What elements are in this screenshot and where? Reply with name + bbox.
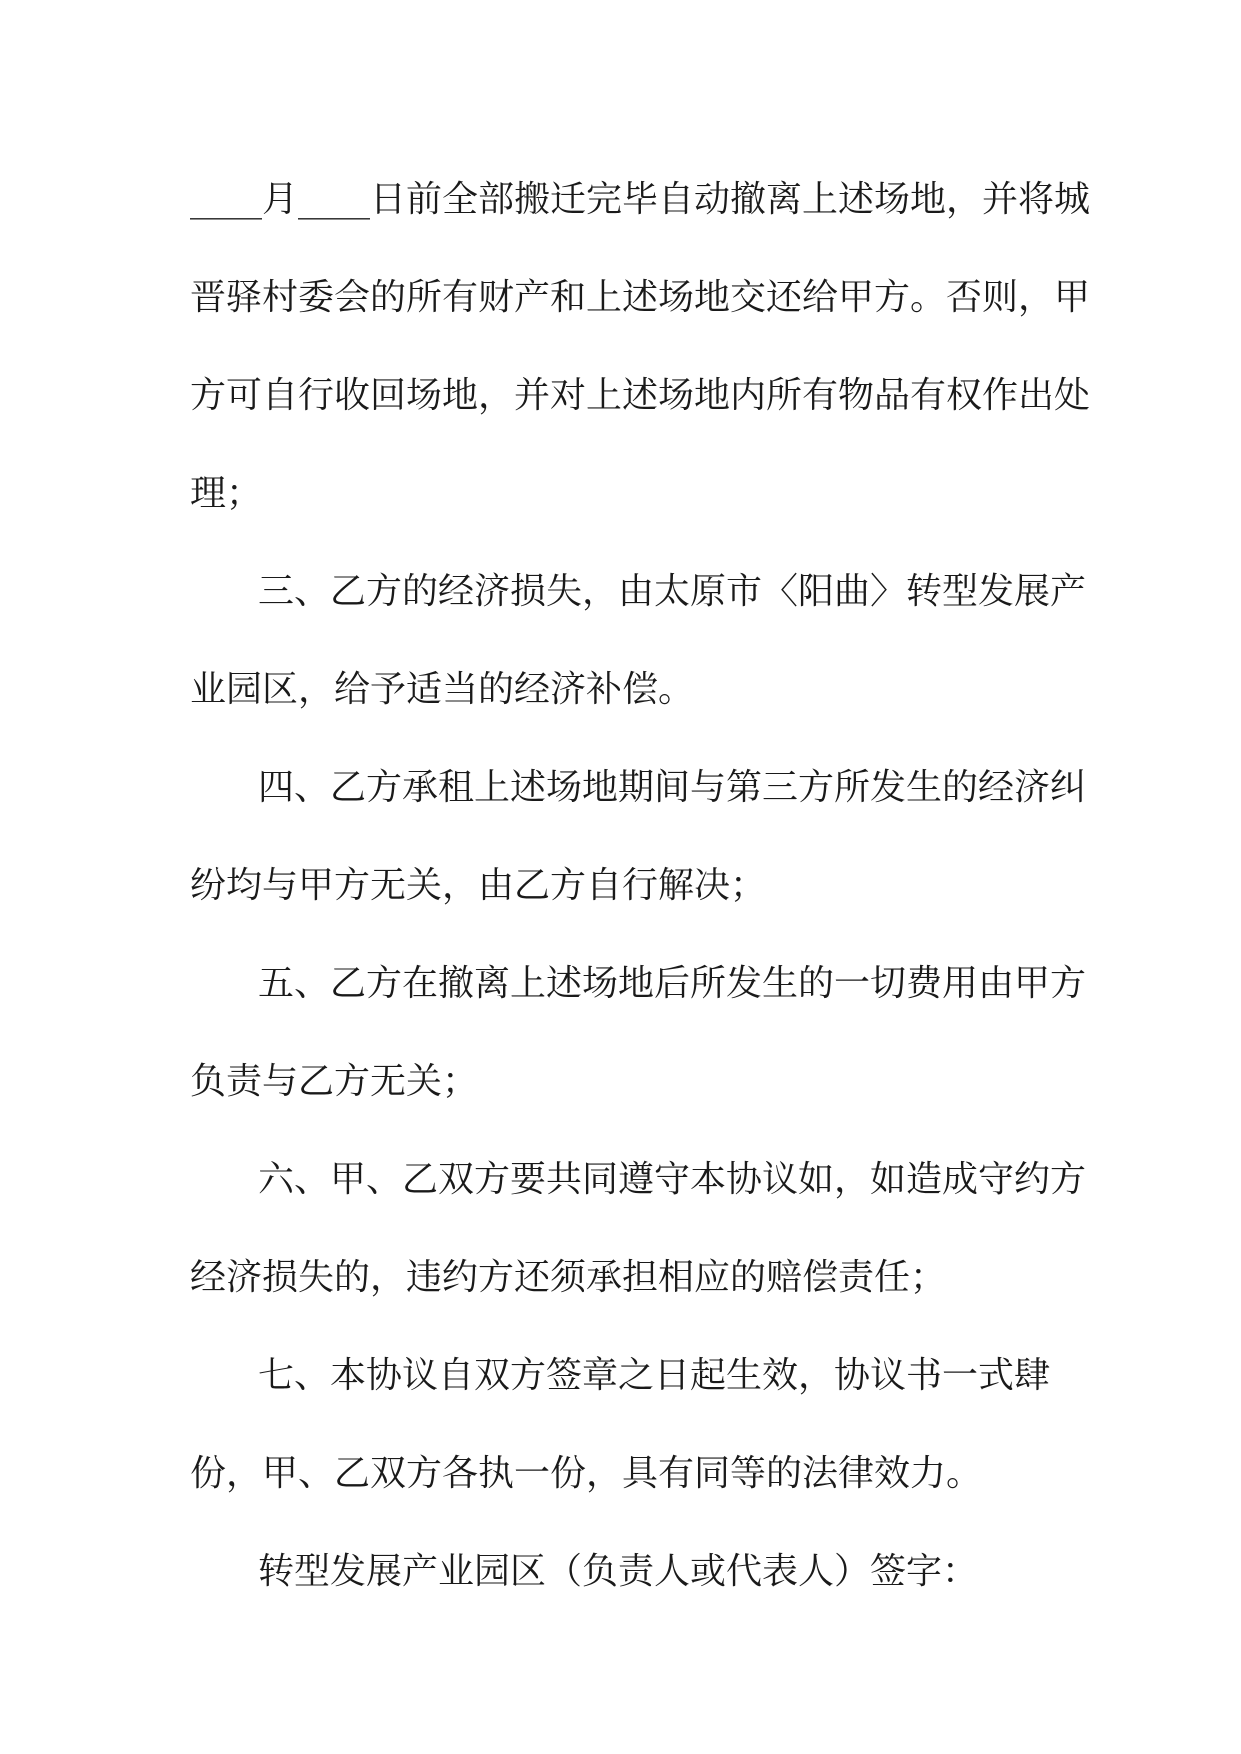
- paragraph-line: ____月____日前全部搬迁完毕自动撤离上述场地，并将城: [190, 179, 1091, 220]
- paragraph-line: 经济损失的，违约方还须承担相应的赔偿责任；: [190, 1257, 947, 1298]
- clause-four-line: 四、乙方承租上述场地期间与第三方所发生的经济纠: [258, 767, 1087, 808]
- clause-seven-line: 七、本协议自双方签章之日起生效，协议书一式肆: [258, 1355, 1051, 1396]
- paragraph-line: 晋驿村委会的所有财产和上述场地交还给甲方。否则，甲: [190, 277, 1091, 318]
- paragraph-line: 纷均与甲方无关，由乙方自行解决；: [190, 865, 767, 906]
- paragraph-line: 负责与乙方无关；: [190, 1061, 479, 1102]
- paragraph-line: 份，甲、乙双方各执一份，具有同等的法律效力。: [190, 1453, 983, 1494]
- paragraph-line: 方可自行收回场地，并对上述场地内所有物品有权作出处: [190, 375, 1091, 416]
- signature-line: 转型发展产业园区（负责人或代表人）签字：: [258, 1551, 979, 1592]
- paragraph-line: 业园区，给予适当的经济补偿。: [190, 669, 695, 710]
- paragraph-line: 理；: [190, 473, 263, 514]
- clause-three-line: 三、乙方的经济损失，由太原市〈阳曲〉转型发展产: [258, 571, 1087, 612]
- clause-six-line: 六、甲、乙双方要共同遵守本协议如，如造成守约方: [258, 1159, 1087, 1200]
- clause-five-line: 五、乙方在撤离上述场地后所发生的一切费用由甲方: [258, 963, 1087, 1004]
